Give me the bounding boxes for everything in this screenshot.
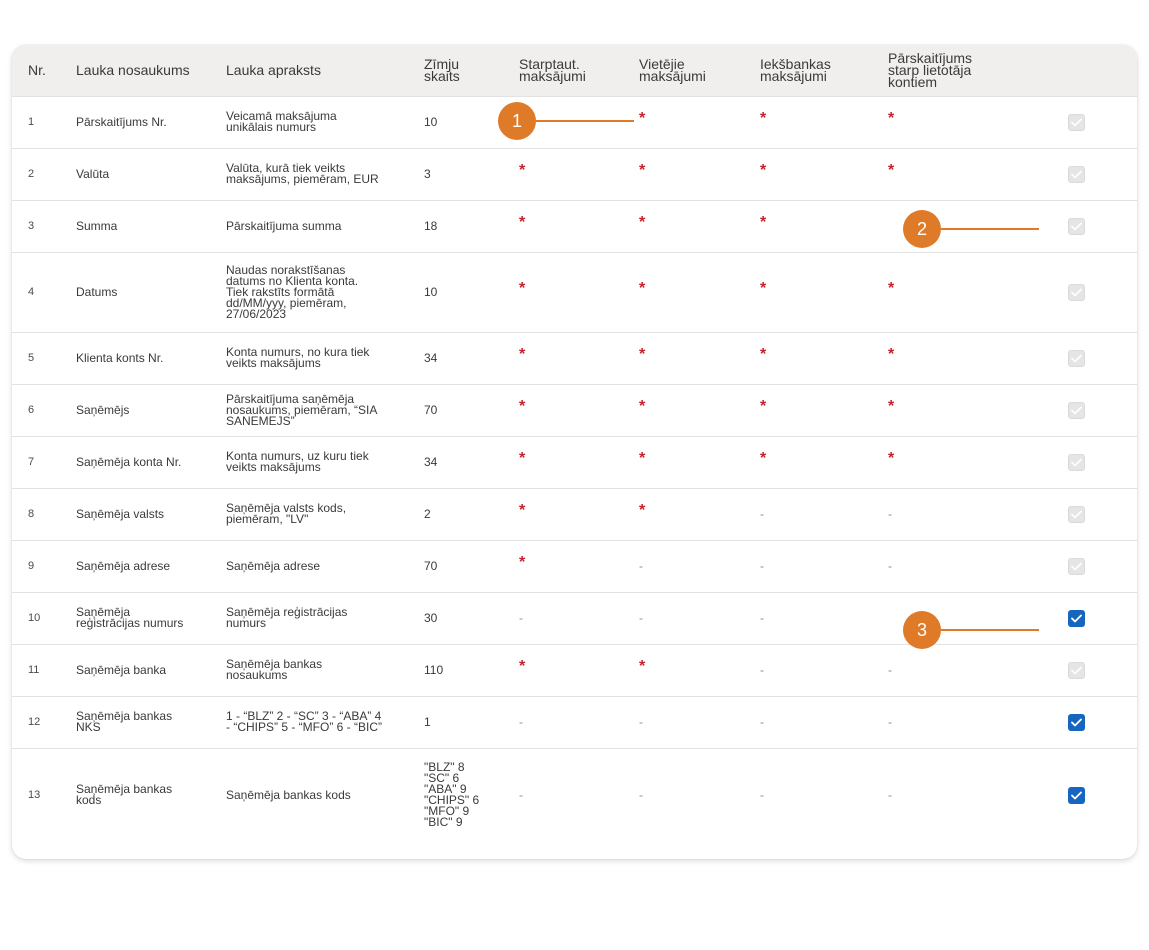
intrabank-flag [760, 384, 888, 436]
local-flag [639, 592, 760, 644]
not-applicable-dash: - [639, 787, 643, 802]
header-field-name: Lauka nosaukums [76, 62, 190, 79]
field-description: Konta numurs, no kura tiek veikts maksājums [226, 345, 370, 370]
include-field-checkbox-disabled [1068, 454, 1085, 471]
row-number: 7 [28, 455, 35, 468]
row-number: 1 [28, 115, 35, 128]
required-marker: * [639, 397, 646, 415]
fields-table-card [12, 45, 1137, 859]
not-applicable-dash: - [888, 662, 892, 677]
include-field-checkbox-disabled [1068, 558, 1085, 575]
char-count: 110 [424, 662, 444, 677]
own-accounts-flag [888, 540, 1038, 592]
include-checkbox-cell [1038, 592, 1137, 644]
required-marker: * [888, 449, 895, 467]
table-row [12, 644, 1137, 696]
include-field-checkbox-disabled [1068, 402, 1085, 419]
intrabank-flag [760, 436, 888, 488]
intrabank-flag [760, 540, 888, 592]
header-field-description: Lauka apraksts [226, 62, 321, 79]
not-applicable-dash: - [888, 558, 892, 573]
international-flag [519, 696, 639, 748]
required-marker: * [519, 397, 526, 415]
required-marker: * [519, 657, 526, 675]
include-field-checkbox-checked[interactable] [1068, 714, 1085, 731]
callout-badge: 2 [903, 210, 941, 248]
not-applicable-dash: - [639, 714, 643, 729]
local-flag [639, 384, 760, 436]
field-name: Saņēmēja valsts [76, 506, 165, 521]
row-number: 11 [28, 663, 40, 676]
required-marker: * [639, 109, 646, 127]
intrabank-flag [760, 592, 888, 644]
row-number: 8 [28, 507, 35, 520]
own-accounts-flag [888, 488, 1038, 540]
required-marker: * [760, 213, 767, 231]
header-intrabank-payments: Iekšbankas maksājumi [760, 56, 831, 85]
checkmark-icon [1071, 791, 1082, 800]
row-number: 12 [28, 715, 41, 728]
required-marker: * [760, 109, 767, 127]
table-row [12, 252, 1137, 332]
header-char-count: Zīmju skaits [424, 56, 460, 85]
checkmark-icon [1071, 288, 1082, 297]
table-row [12, 148, 1137, 200]
callout-leader-line [941, 228, 1039, 230]
international-flag [519, 436, 639, 488]
callout-badge: 1 [498, 102, 536, 140]
field-description: Saņēmēja bankas nosaukums [226, 657, 323, 682]
local-flag [639, 96, 760, 148]
not-applicable-dash: - [639, 558, 643, 573]
include-checkbox-cell [1038, 148, 1137, 200]
international-flag [519, 200, 639, 252]
field-description: Valūta, kurā tiek veikts maksājums, piemēram, EUR [226, 161, 379, 186]
required-marker: * [639, 449, 646, 467]
not-applicable-dash: - [639, 610, 643, 625]
required-marker: * [760, 279, 767, 297]
required-marker: * [639, 279, 646, 297]
include-field-checkbox-disabled [1068, 114, 1085, 131]
header-own-account-transfers: Pārskaitījums starp lietotāja kontiem [888, 50, 973, 91]
intrabank-flag [760, 644, 888, 696]
required-marker: * [888, 397, 895, 415]
international-flag [519, 148, 639, 200]
checkmark-icon [1071, 406, 1082, 415]
required-marker: * [760, 449, 767, 467]
field-description: Saņēmēja adrese [226, 558, 321, 573]
header-international-payments: Starptaut. maksājumi [519, 56, 586, 85]
required-marker: * [519, 213, 526, 231]
international-flag [519, 644, 639, 696]
char-count: 30 [424, 610, 438, 625]
field-description: Saņēmēja valsts kods, piemēram, "LV" [226, 501, 347, 526]
field-description: Pārskaitījuma saņēmēja nosaukums, piemēram, “SIA SANEMEJS” [226, 391, 378, 428]
table-row [12, 488, 1137, 540]
field-name: Valūta [76, 166, 110, 181]
local-flag [639, 252, 760, 332]
char-count: 3 [424, 166, 431, 181]
include-checkbox-cell [1038, 384, 1137, 436]
include-checkbox-cell [1038, 200, 1137, 252]
intrabank-flag [760, 332, 888, 384]
row-number: 5 [28, 351, 35, 364]
international-flag [519, 252, 639, 332]
required-marker: * [888, 345, 895, 363]
include-field-checkbox-checked[interactable] [1068, 787, 1085, 804]
checkmark-icon [1071, 614, 1082, 623]
table-row [12, 436, 1137, 488]
row-number: 4 [28, 285, 35, 298]
not-applicable-dash: - [519, 714, 523, 729]
char-count: 70 [424, 558, 438, 573]
checkmark-icon [1071, 354, 1082, 363]
own-accounts-flag [888, 644, 1038, 696]
field-description: Saņēmēja reģistrācijas numurs [226, 605, 348, 630]
callout-2 [903, 210, 1039, 248]
own-accounts-flag [888, 96, 1038, 148]
local-flag [639, 332, 760, 384]
required-marker: * [639, 161, 646, 179]
required-marker: * [760, 161, 767, 179]
international-flag [519, 748, 639, 842]
table-row [12, 384, 1137, 436]
not-applicable-dash: - [760, 610, 764, 625]
include-field-checkbox-disabled [1068, 662, 1085, 679]
table-row [12, 696, 1137, 748]
field-description: Saņēmēja bankas kods [226, 787, 351, 802]
field-name: Saņēmēja bankas kods [76, 782, 173, 808]
intrabank-flag [760, 488, 888, 540]
field-name: Saņēmēja bankas NKS [76, 709, 173, 734]
checkmark-icon [1071, 458, 1082, 467]
required-marker: * [888, 279, 895, 297]
international-flag [519, 540, 639, 592]
include-checkbox-cell [1038, 696, 1137, 748]
local-flag [639, 696, 760, 748]
char-count: "BLZ" 8 "SC" 6 "ABA" 9 "CHIPS" 6 "MFO" 9 "BIC" 9 [424, 760, 480, 830]
char-count: 2 [424, 506, 431, 521]
row-number: 10 [28, 611, 41, 624]
required-marker: * [519, 553, 526, 571]
required-marker: * [888, 109, 895, 127]
include-checkbox-cell [1038, 488, 1137, 540]
not-applicable-dash: - [760, 506, 764, 521]
char-count: 10 [424, 114, 438, 129]
not-applicable-dash: - [760, 662, 764, 677]
own-accounts-flag [888, 436, 1038, 488]
field-name: Datums [76, 284, 118, 299]
field-description: Veicamā maksājuma unikālais numurs [226, 109, 337, 134]
field-name: Saņēmēja banka [76, 662, 167, 677]
own-accounts-flag [888, 148, 1038, 200]
not-applicable-dash: - [519, 610, 523, 625]
char-count: 1 [424, 714, 431, 729]
required-marker: * [639, 213, 646, 231]
callout-1 [498, 102, 634, 140]
own-accounts-flag [888, 252, 1038, 332]
local-flag [639, 436, 760, 488]
own-accounts-flag [888, 748, 1038, 842]
callout-leader-line [536, 120, 634, 122]
intrabank-flag [760, 748, 888, 842]
callout-3 [903, 611, 1039, 649]
include-checkbox-cell [1038, 644, 1137, 696]
not-applicable-dash: - [888, 506, 892, 521]
checkmark-icon [1071, 170, 1082, 179]
table-row [12, 540, 1137, 592]
required-marker: * [519, 345, 526, 363]
include-field-checkbox-checked[interactable] [1068, 610, 1085, 627]
header-nr: Nr. [28, 62, 46, 79]
field-description: 1 - “BLZ” 2 - “SC” 3 - “ABA” 4 - “CHIPS” 5 - “MFO” 6 - “BIC” [226, 709, 382, 734]
field-name: Saņēmēja adrese [76, 558, 171, 573]
international-flag [519, 488, 639, 540]
intrabank-flag [760, 252, 888, 332]
include-field-checkbox-disabled [1068, 218, 1085, 235]
header-local-payments: Vietējie maksājumi [639, 56, 706, 85]
callout-leader-line [941, 629, 1039, 631]
field-name: Pārskaitījums Nr. [76, 114, 167, 129]
local-flag [639, 644, 760, 696]
intrabank-flag [760, 96, 888, 148]
field-name: Saņēmēja reģistrācijas numurs [76, 605, 184, 630]
include-field-checkbox-disabled [1068, 350, 1085, 367]
callout-badge: 3 [903, 611, 941, 649]
not-applicable-dash: - [760, 714, 764, 729]
local-flag [639, 540, 760, 592]
checkmark-icon [1071, 666, 1082, 675]
table-header-row [12, 45, 1137, 96]
field-name: Saņēmēja konta Nr. [76, 454, 182, 469]
row-number: 13 [28, 788, 41, 801]
intrabank-flag [760, 148, 888, 200]
required-marker: * [760, 345, 767, 363]
header-checkbox-column [1038, 45, 1137, 96]
row-number: 9 [28, 559, 35, 572]
checkmark-icon [1071, 510, 1082, 519]
local-flag [639, 148, 760, 200]
international-flag [519, 592, 639, 644]
checkmark-icon [1071, 118, 1082, 127]
field-name: Klienta konts Nr. [76, 350, 164, 365]
required-marker: * [639, 657, 646, 675]
field-description: Pārskaitījuma summa [226, 218, 342, 233]
field-name: Saņēmējs [76, 402, 130, 417]
required-marker: * [519, 449, 526, 467]
required-marker: * [519, 161, 526, 179]
not-applicable-dash: - [760, 558, 764, 573]
not-applicable-dash: - [888, 787, 892, 802]
field-description: Konta numurs, uz kuru tiek veikts maksājums [226, 449, 369, 474]
include-checkbox-cell [1038, 540, 1137, 592]
field-description: Naudas norakstīšanas datums no Klienta konta. Tiek rakstīts formātā dd/MM/yyy, piemēram, 27/06/2023 [226, 262, 359, 321]
not-applicable-dash: - [760, 787, 764, 802]
required-marker: * [519, 279, 526, 297]
table-row [12, 748, 1137, 842]
fields-table [12, 45, 1137, 842]
local-flag [639, 200, 760, 252]
char-count: 34 [424, 454, 438, 469]
include-checkbox-cell [1038, 436, 1137, 488]
required-marker: * [519, 501, 526, 519]
include-checkbox-cell [1038, 748, 1137, 842]
not-applicable-dash: - [519, 787, 523, 802]
field-name: Summa [76, 218, 118, 233]
international-flag [519, 332, 639, 384]
own-accounts-flag [888, 696, 1038, 748]
char-count: 34 [424, 350, 438, 365]
local-flag [639, 748, 760, 842]
intrabank-flag [760, 696, 888, 748]
checkmark-icon [1071, 222, 1082, 231]
own-accounts-flag [888, 332, 1038, 384]
include-field-checkbox-disabled [1068, 166, 1085, 183]
required-marker: * [639, 345, 646, 363]
international-flag [519, 384, 639, 436]
intrabank-flag [760, 200, 888, 252]
char-count: 10 [424, 284, 438, 299]
required-marker: * [888, 161, 895, 179]
char-count: 70 [424, 402, 438, 417]
row-number: 3 [28, 219, 35, 232]
required-marker: * [639, 501, 646, 519]
checkmark-icon [1071, 718, 1082, 727]
not-applicable-dash: - [888, 714, 892, 729]
table-row [12, 332, 1137, 384]
row-number: 2 [28, 167, 35, 180]
include-field-checkbox-disabled [1068, 284, 1085, 301]
required-marker: * [760, 397, 767, 415]
include-checkbox-cell [1038, 96, 1137, 148]
include-field-checkbox-disabled [1068, 506, 1085, 523]
checkmark-icon [1071, 562, 1082, 571]
row-number: 6 [28, 403, 35, 416]
local-flag [639, 488, 760, 540]
include-checkbox-cell [1038, 252, 1137, 332]
include-checkbox-cell [1038, 332, 1137, 384]
own-accounts-flag [888, 384, 1038, 436]
char-count: 18 [424, 218, 438, 233]
